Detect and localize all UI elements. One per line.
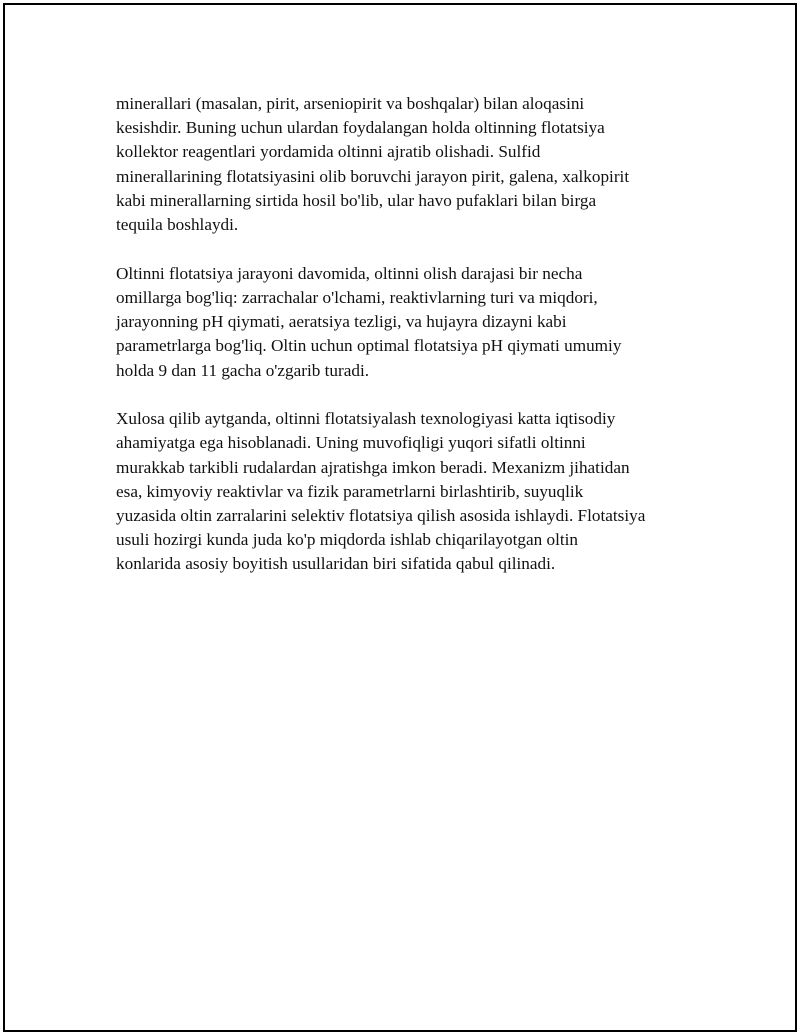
text-line: kesishdir. Buning uchun ulardan foydalangan holda oltinning flotatsiya xyxy=(116,118,605,138)
text-line: Xulosa qilib aytganda, oltinni flotatsiyalash texnologiyasi katta iqtisodiy xyxy=(116,409,616,429)
text-line: minerallarining flotatsiyasini olib boruvchi jarayon pirit, galena, xalkopirit xyxy=(116,166,630,186)
text-line: esa, kimyoviy reaktivlar va fizik parametrlarni birlashtirib, suyuqlik xyxy=(116,481,584,501)
text-line: parametrlarga bog'liq. Oltin uchun optimal flotatsiya pH qiymati umumiy xyxy=(116,336,622,356)
paragraph-1 xyxy=(116,92,691,237)
text-line: usuli hozirgi kunda juda ko'p miqdorda ishlab chiqarilayotgan oltin xyxy=(116,530,578,550)
text-line: yuzasida oltin zarralarini selektiv flotatsiya qilish asosida ishlaydi. Flotatsiya xyxy=(116,506,646,526)
text-line: holda 9 dan 11 gacha o'zgarib turadi. xyxy=(116,360,370,380)
text-line: minerallari (masalan, pirit, arseniopirit va boshqalar) bilan aloqasini xyxy=(116,94,585,113)
text-line: omillarga bog'liq: zarrachalar o'lchami, reaktivlarning turi va miqdori, xyxy=(116,287,598,307)
text-line: murakkab tarkibli rudalardan ajratishga imkon beradi. Mexanizm jihatidan xyxy=(116,457,630,477)
text-line: kabi minerallarning sirtida hosil bo'lib, ular havo pufaklari bilan birga xyxy=(116,190,597,210)
document-body xyxy=(116,92,691,601)
paragraph-2 xyxy=(116,262,691,383)
text-line: ahamiyatga ega hisoblanadi. Uning muvofiqligi yuqori sifatli oltinni xyxy=(116,433,586,453)
text-line: jarayonning pH qiymati, aeratsiya tezligi, va hujayra dizayni kabi xyxy=(116,312,567,332)
paragraph-3 xyxy=(116,407,691,576)
text-line: Oltinni flotatsiya jarayoni davomida, oltinni olish darajasi bir necha xyxy=(116,263,583,283)
text-line: konlarida asosiy boyitish usullaridan biri sifatida qabul qilinadi. xyxy=(116,554,556,574)
text-line: kollektor reagentlari yordamida oltinni ajratib olishadi. Sulfid xyxy=(116,142,541,162)
text-line: tequila boshlaydi. xyxy=(116,215,239,235)
